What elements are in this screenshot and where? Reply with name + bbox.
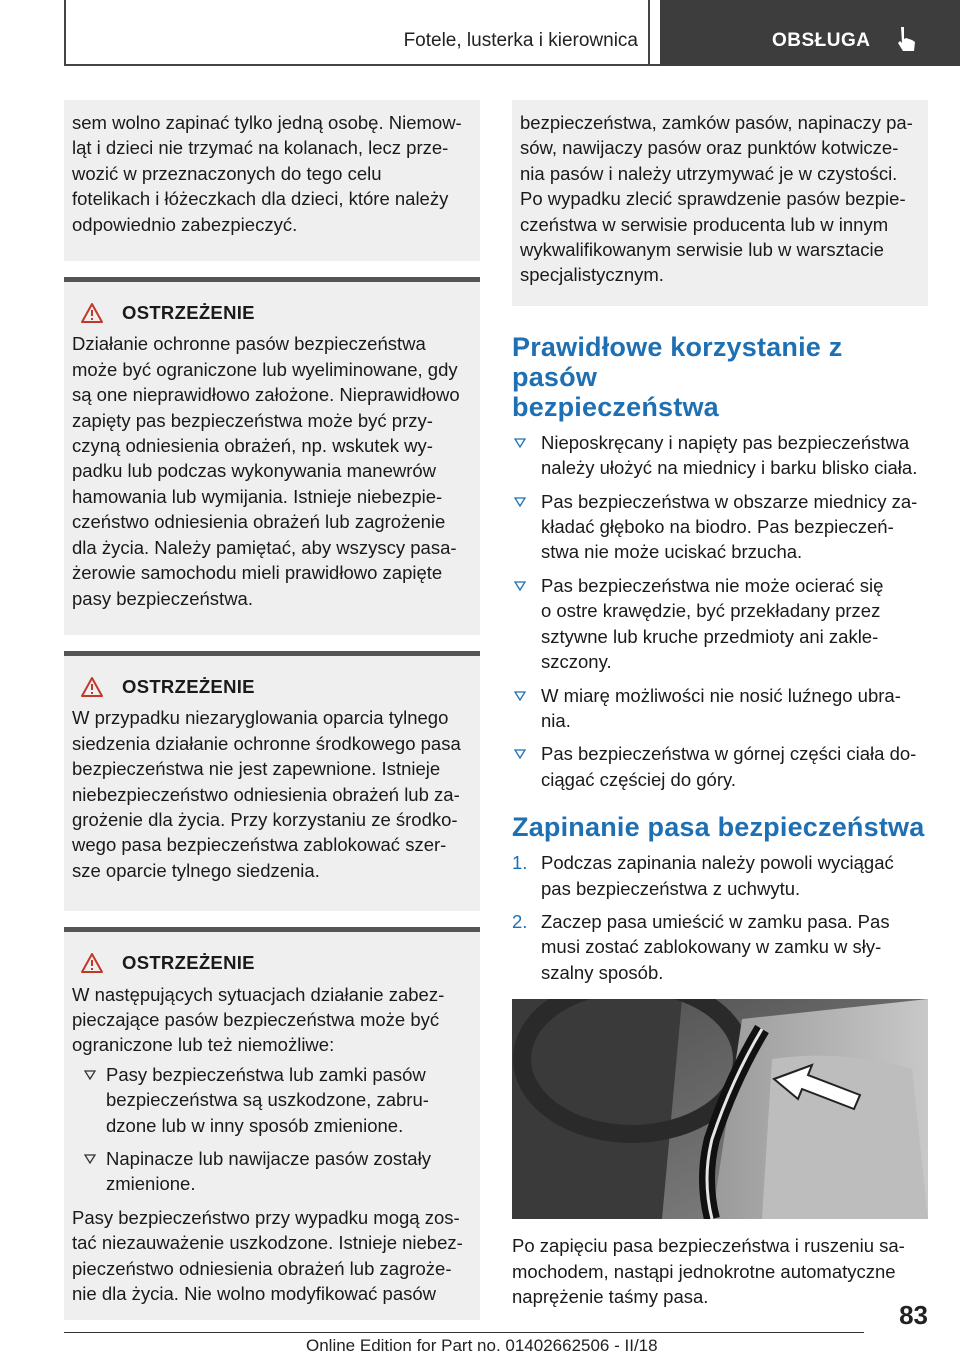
- text-line: o ostre krawędzie, być przekładany przez: [541, 600, 881, 622]
- text-line: Napinacze lub nawijacze pasów zostały: [106, 1148, 431, 1169]
- chapter-tab[interactable]: [660, 0, 960, 66]
- warning-bullet-list: [72, 1062, 470, 1197]
- text-line: Pasy bezpieczeństwa lub zamki pasów: [106, 1063, 426, 1085]
- warning-box-3: [64, 927, 480, 1320]
- warning-header: [72, 674, 470, 699]
- warning-title: OSTRZEŻENIE: [122, 302, 255, 324]
- text-line: sem wolno zapinać tylko jedną osobę. Niemow‐: [72, 112, 462, 133]
- text-line: kładać głęboko na biodro. Pas bezpieczeń‐: [541, 516, 894, 538]
- text-line: naprężenie taśmy pasa.: [512, 1285, 709, 1307]
- warning-title: OSTRZEŻENIE: [122, 675, 255, 697]
- text-line: Pas bezpieczeństwa nie może ocierać się: [541, 574, 884, 596]
- section-title: Fotele, lusterka i kierownica: [403, 30, 638, 51]
- bullet-triangle-icon: [514, 691, 526, 701]
- text-line: Pasy bezpieczeństwo przy wypadku mogą zos‐: [72, 1206, 460, 1228]
- text-line: W przypadku niezaryglowania oparcia tylnego: [72, 707, 449, 729]
- warning-triangle-icon: [80, 676, 104, 698]
- list-item: [512, 683, 928, 734]
- text-line: nia pasów i należy utrzymywać je w czystości.: [520, 162, 898, 184]
- warning-box-2: [64, 651, 480, 911]
- step-number: 1.: [512, 852, 528, 874]
- text-line: zmienione.: [106, 1173, 196, 1195]
- warning-triangle-icon: [80, 952, 104, 974]
- text-line: pasy bezpieczeństwa.: [72, 587, 253, 609]
- warning-triangle-icon: [80, 302, 104, 324]
- warning-box-1: [64, 277, 480, 635]
- chapter-tab-label: OBSŁUGA: [772, 30, 871, 51]
- fastening-steps: [512, 850, 928, 985]
- warning-text: [72, 982, 470, 1307]
- list-item: [512, 850, 928, 901]
- text-line: należy ułożyć na miednicy i barku blisko ciała.: [541, 457, 918, 479]
- page-number: 83: [899, 1300, 928, 1330]
- bullet-triangle-icon: [514, 497, 526, 507]
- list-item: [512, 489, 928, 565]
- text-line: Pas bezpieczeństwa w obszarze miednicy za‐: [541, 490, 918, 512]
- warning-header: [72, 950, 470, 975]
- text-line: W miarę możliwości nie nosić luźnego ubra‐: [541, 684, 901, 706]
- text-line: ciągać częściej do góry.: [541, 768, 737, 790]
- text-line: bezpieczeństwa nie jest zapewnione. Istnieje: [72, 758, 441, 780]
- continuation-box: [512, 100, 928, 306]
- bullet-triangle-icon: [84, 1154, 96, 1164]
- text-line: hamowania lub wymijania. Istnieje niebezpie‐: [72, 485, 443, 507]
- text-line: pieczające pasów bezpieczeństwa może być: [72, 1008, 440, 1030]
- list-item: [72, 1146, 470, 1197]
- text-line: Zaczep pasa umieścić w zamku pasa. Pas: [541, 910, 890, 932]
- text-line: pieczeństwo odniesienia obrażeń lub zagroże‐: [72, 1257, 452, 1279]
- text-line: specjalistycznym.: [520, 264, 664, 286]
- text-line: szalny sposób.: [541, 961, 664, 983]
- text-line: wykwalifikowanym serwisie lub w warsztacie: [520, 239, 884, 261]
- text-line: bezpieczeństwa są uszkodzone, zabru‐: [106, 1089, 429, 1111]
- text-line: odpowiednio zabezpieczyć.: [72, 213, 298, 235]
- text-line: Po wypadku zlecić sprawdzenie pasów bezpie‐: [520, 188, 906, 210]
- step-number: 2.: [512, 910, 528, 932]
- text-line: szczony.: [541, 651, 612, 673]
- list-item: [512, 741, 928, 792]
- text-line: może być ograniczone lub wyeliminowane, gdy: [72, 358, 458, 380]
- seatbelt-illustration: [512, 999, 928, 1219]
- text-line: bezpieczeństwa, zamków pasów, napinaczy pa‐: [520, 112, 913, 133]
- text-line: grożenie dla życia. Przy korzystaniu ze środko‐: [72, 808, 458, 830]
- text-line: ląt i dzieci nie trzymać na kolanach, lecz prze‐: [72, 137, 449, 159]
- text-line: W następujących sytuacjach działanie zabez‐: [72, 983, 445, 1005]
- bullet-triangle-icon: [514, 581, 526, 591]
- bullet-triangle-icon: [84, 1070, 96, 1080]
- text-line: niebezpieczeństwo odniesienia obrażeń lub za‐: [72, 783, 460, 805]
- warning-text: [72, 705, 470, 883]
- text-line: dla życia. Należy pamiętać, aby wszyscy pasa‐: [72, 536, 457, 558]
- text-line: sztywne lub kruche przedmioty ani zakle‐: [541, 625, 879, 647]
- text-line: tać niezauważenie uszkodzone. Istnieje niebez‐: [72, 1232, 463, 1254]
- list-item: [512, 573, 928, 675]
- list-item: [72, 1062, 470, 1138]
- text-line: nia.: [541, 709, 571, 731]
- heading-line: bezpieczeństwa: [512, 391, 719, 422]
- warning-header: [72, 300, 470, 325]
- edition-note: Online Edition for Part no. 01402662506 - II/18: [306, 1336, 658, 1355]
- text-line: musi zostać zablokowany w zamku w sły‐: [541, 936, 882, 958]
- header-divider-right: [648, 0, 650, 66]
- text-line: czyną odniesienia obrażeń, np. wskutek wy‐: [72, 435, 433, 457]
- text-line: fotelikach i łóżeczkach dla dzieci, które należy: [72, 188, 449, 210]
- text-line: siedzenia działanie ochronne środkowego pasa: [72, 732, 461, 754]
- section-heading-correct-use: [512, 332, 928, 422]
- footer-rule: [64, 1332, 864, 1333]
- warning-text: [72, 331, 470, 610]
- text-line: są one nieprawidłowo założone. Nieprawidłowo: [72, 384, 460, 406]
- heading-line: Prawidłowe korzystanie z pasów: [512, 331, 843, 392]
- text-line: żerowie samochodu mieli prawidłowo zapięte: [72, 562, 443, 584]
- intro-box: [64, 100, 480, 261]
- text-line: nie dla życia. Nie wolno modyfikować pasów: [72, 1283, 437, 1305]
- text-line: Pas bezpieczeństwa w górnej części ciała do‐: [541, 743, 917, 765]
- text-line: sów, nawijaczy pasów oraz punktów kotwicze‐: [520, 137, 899, 159]
- text-line: Działanie ochronne pasów bezpieczeństwa: [72, 333, 426, 355]
- hand-pointer-icon: [892, 24, 922, 54]
- list-item: [512, 430, 928, 481]
- bullet-triangle-icon: [514, 438, 526, 448]
- correct-use-list: [512, 430, 928, 792]
- left-column: [64, 100, 480, 1320]
- right-column: [512, 100, 928, 1309]
- text-line: dzone lub w inny sposób zmienione.: [106, 1114, 404, 1136]
- text-line: mochodem, nastąpi jednokrotne automatyczne: [512, 1260, 896, 1282]
- photo-caption: [512, 1233, 928, 1309]
- text-line: czeństwo odniesienia obrażeń lub zagrożenie: [72, 511, 446, 533]
- text-line: Po zapięciu pasa bezpieczeństwa i ruszeniu sa‐: [512, 1235, 905, 1257]
- section-heading-fastening: Zapinanie pasa bezpieczeństwa: [512, 812, 925, 843]
- text-line: padku lub podczas wykonywania manewrów: [72, 460, 437, 482]
- text-line: wozić w przeznaczonych do tego celu: [72, 162, 382, 184]
- text-line: zapięty pas bezpieczeństwa może być przy‐: [72, 409, 433, 431]
- list-item: [512, 909, 928, 985]
- text-line: ograniczone lub też niemożliwe:: [72, 1034, 335, 1056]
- text-line: Nieposkręcany i napięty pas bezpieczeństwa: [541, 431, 910, 453]
- text-line: stwa nie może uciskać brzucha.: [541, 541, 803, 563]
- text-line: czeństwa w serwisie producenta lub w innym: [520, 213, 889, 235]
- text-line: wego pasa bezpieczeństwa zablokować szer‐: [72, 834, 447, 856]
- seatbelt-photo: [512, 999, 928, 1219]
- warning-title: OSTRZEŻENIE: [122, 952, 255, 974]
- bullet-triangle-icon: [514, 749, 526, 759]
- header-divider-left: [64, 0, 66, 66]
- text-line: sze oparcie tylnego siedzenia.: [72, 859, 320, 881]
- text-line: pas bezpieczeństwa z uchwytu.: [541, 877, 801, 899]
- text-line: Podczas zapinania należy powoli wyciągać: [541, 852, 894, 874]
